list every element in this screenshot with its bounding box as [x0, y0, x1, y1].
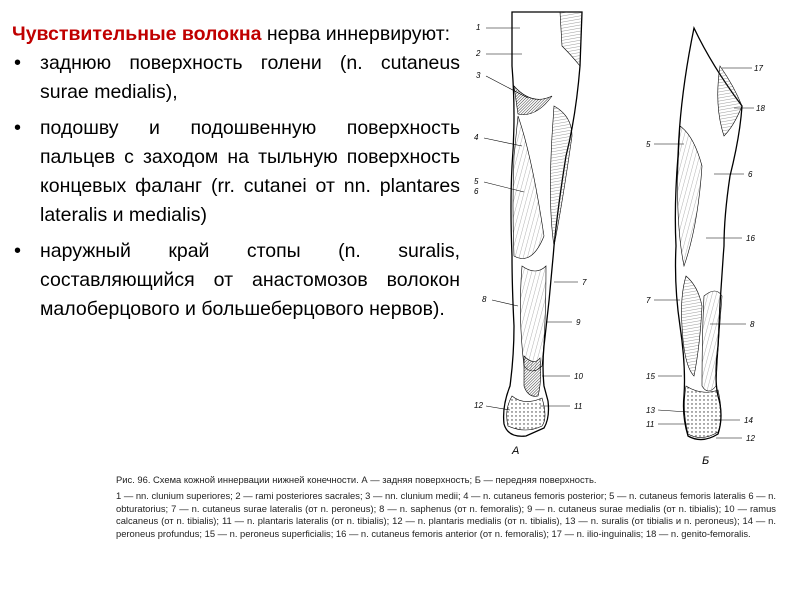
label-12b: 12: [746, 434, 755, 443]
label-5b: 5: [646, 140, 651, 149]
label-11b: 11: [646, 420, 655, 429]
label-6: 6: [474, 187, 479, 196]
figure-caption: [116, 474, 776, 540]
label-7: 7: [582, 278, 587, 287]
text-block: [12, 20, 460, 331]
label-18: 18: [756, 104, 765, 113]
label-14: 14: [744, 416, 753, 425]
label-6b: 6: [748, 170, 753, 179]
label-5: 5: [474, 177, 479, 186]
label-1: 1: [476, 23, 481, 32]
bullet-list: [12, 49, 460, 324]
label-12: 12: [474, 401, 483, 410]
label-15: 15: [646, 372, 655, 381]
label-8: 8: [482, 295, 487, 304]
label-4: 4: [474, 133, 479, 142]
bullet-item: • подошву и подошвенную поверхность пальцев с заходом на тыльную поверхность концевых фаланг (rr. cutanei от nn. plantares lateralis и medialis): [12, 114, 460, 230]
label-17: 17: [754, 64, 763, 73]
label-2: 2: [476, 49, 481, 58]
caption-legend: 1 — nn. clunium superiores; 2 — rami posteriores sacrales; 3 — nn. clunium medii; 4 — n. cutaneus femoris posterior; 5 — n. cutaneus femoris lateralis 6 — n. obturatorius; 7 — n. cutaneus surae lateralis (от n. peroneus); 8 — n. saphenus (от n. femoralis); 9 — n. cutaneus surae medialis (от n. tibialis); 10 — ramus calcaneus (от n. tibialis); 11 — n. plantaris lateralis (от n. tibialis); 12 — n. plantaris medialis (от n. tibialis), 13 — n. suralis (от tibialis и n. peroneus); 14 — n. peroneus profundus; 15 — n. peroneus superficialis; 16 — n. cutaneus femoris anterior (от n. femoralis); 17 — n. ilio-inguinalis; 18 — n. genito-femoralis.: [116, 490, 776, 539]
caption-title: Рис. 96. Схема кожной иннервации нижней конечности. А — задняя поверхность; Б — передняя поверхность.: [116, 474, 597, 485]
bullet-item: • наружный край стопы (n. suralis, составляющийся от анастомозов волокон малоберцового и большеберцового нервов).: [12, 237, 460, 324]
intro-rest: нерва иннервируют:: [261, 23, 451, 45]
label-3: 3: [476, 71, 481, 80]
anterior-leg-drawing: [646, 28, 765, 467]
posterior-leg-drawing: [474, 12, 587, 457]
label-a: А: [512, 445, 520, 457]
bullet-item: • заднюю поверхность голени (n. cutaneus surae medialis),: [12, 49, 460, 107]
intro-paragraph: [12, 20, 460, 49]
label-b: Б: [702, 455, 710, 467]
intro-highlight: Чувствительные волокна: [12, 23, 262, 45]
label-16: 16: [746, 234, 755, 243]
label-8b: 8: [750, 320, 755, 329]
label-9: 9: [576, 318, 581, 327]
label-7b: 7: [646, 296, 651, 305]
label-13: 13: [646, 406, 655, 415]
label-11: 11: [574, 402, 583, 411]
leg-innervation-figure: [462, 6, 792, 468]
label-10: 10: [574, 372, 583, 381]
